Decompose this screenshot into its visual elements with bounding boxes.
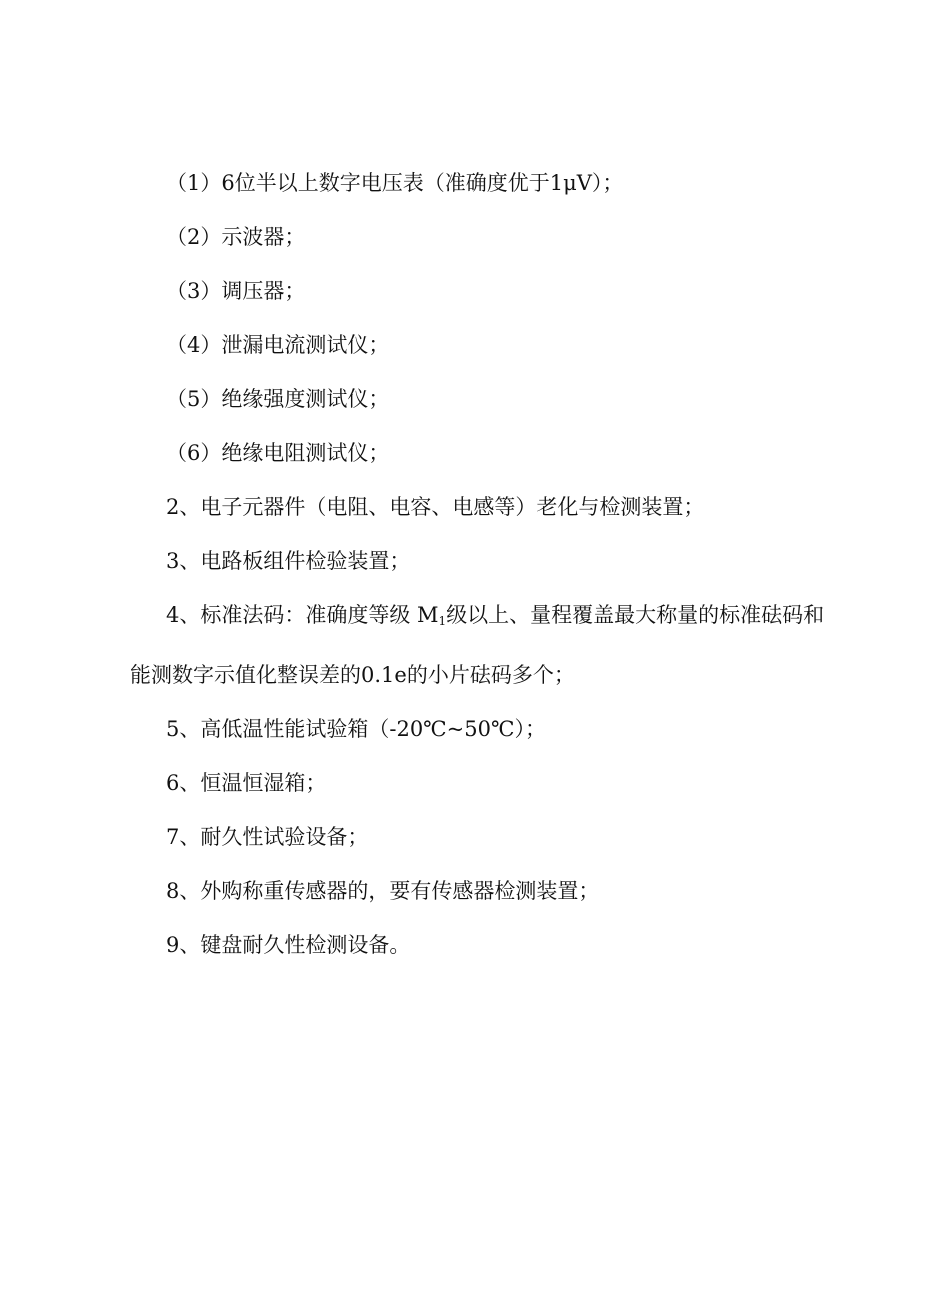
list-item-humidity-chamber: 6、恒温恒湿箱； [166,771,327,795]
list-item-oscilloscope: （2）示波器； [166,225,306,249]
document-body [130,156,830,972]
list-item-voltage-regulator: （3）调压器； [166,279,306,303]
list-item-keyboard-tester: 9、键盘耐久性检测设备。 [166,933,411,957]
list-item-load-cell-tester: 8、外购称重传感器的，要有传感器检测装置； [166,879,600,903]
standard-weights-text-end: 级以上、量程覆盖最大称量的标准砝码和能测数字示值化整误差的0.1e的小片砝码多个； [130,603,825,687]
list-item-insulation-resistance-tester: （6）绝缘电阻测试仪； [166,441,390,465]
list-item-durability-equipment: 7、耐久性试验设备； [166,825,369,849]
list-item-standard-weights [130,588,830,702]
list-item-leakage-tester: （4）泄漏电流测试仪； [166,333,390,357]
list-item-insulation-strength-tester: （5）绝缘强度测试仪； [166,387,390,411]
list-item-pcb-inspection: 3、电路板组件检验装置； [166,549,411,573]
standard-weights-text-start: 4、标准法码：准确度等级 M [166,603,439,627]
list-item-voltmeter: （1）6位半以上数字电压表（准确度优于1μV）； [166,171,624,195]
accuracy-class-subscript: 1 [438,614,447,628]
list-item-temperature-chamber: 5、高低温性能试验箱（-20℃~50℃）； [166,717,546,741]
list-item-aging-device: 2、电子元器件（电阻、电容、电感等）老化与检测装置； [166,495,705,519]
